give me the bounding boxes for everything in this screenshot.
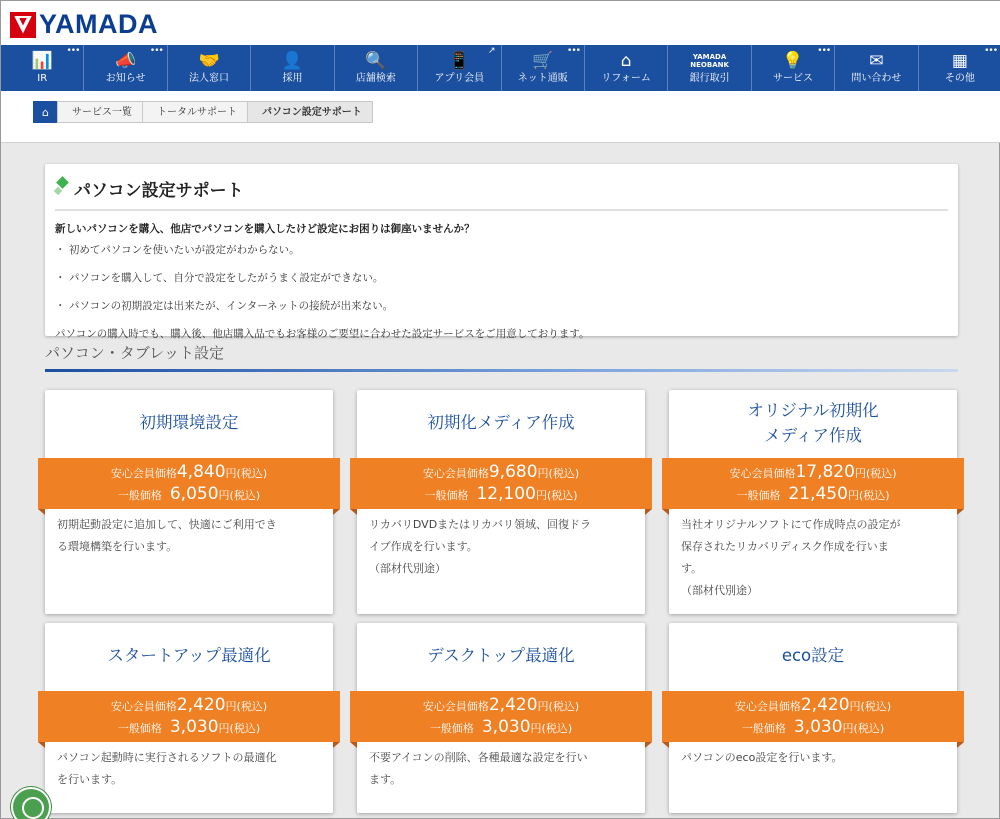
service-card-description-line: す。 xyxy=(681,562,703,575)
nav-item-label: 店舗検索 xyxy=(355,73,396,84)
site-header xyxy=(1,1,1000,45)
general-price-label: 一般価格 xyxy=(741,722,786,735)
grid-icon: ▦ xyxy=(951,51,968,71)
member-price-row xyxy=(662,462,964,484)
price-ribbon xyxy=(350,691,652,742)
service-card-description xyxy=(369,747,635,791)
nav-item-label: リフォーム xyxy=(601,73,651,84)
breadcrumb-item-services[interactable]: サービス一覧 xyxy=(57,101,143,123)
member-price-label: 安心会員価格 xyxy=(110,467,177,480)
member-price-label: 安心会員価格 xyxy=(110,700,177,713)
service-card-title-line: オリジナル初期化 xyxy=(747,401,879,420)
breadcrumb-home[interactable] xyxy=(33,101,58,123)
intro-closing: パソコンの購入時でも、購入後、他店購入品でもお客様のご要望に合わせた設定サービスをご用意しております。 xyxy=(55,328,590,340)
price-ribbon xyxy=(38,691,340,742)
member-price-label: 安心会員価格 xyxy=(729,467,796,480)
nav-item-1[interactable] xyxy=(84,45,167,91)
yen-unit: 円 xyxy=(218,722,230,735)
neobank-line1: YAMADA xyxy=(692,53,727,61)
member-price-row xyxy=(350,462,652,484)
nav-item-11[interactable] xyxy=(919,45,1000,91)
house-icon: ⌂ xyxy=(620,51,632,71)
handshake-icon: 🤝 xyxy=(198,51,220,71)
more-dots-icon: ••• xyxy=(984,46,998,56)
breadcrumb xyxy=(33,101,372,123)
service-card-title-line: eco設定 xyxy=(781,646,845,665)
tax-included-label: (税込) xyxy=(236,700,268,713)
nav-item-label: 採用 xyxy=(282,73,303,84)
tax-included-label: (税込) xyxy=(548,467,580,480)
support-badge-icon[interactable] xyxy=(11,787,51,819)
yen-unit: 円 xyxy=(218,489,230,502)
yen-unit: 円 xyxy=(847,489,859,502)
service-card-title xyxy=(357,390,645,435)
yen-unit: 円 xyxy=(530,722,542,735)
general-price-row xyxy=(38,717,340,739)
general-price-value: 3,030 xyxy=(169,717,219,737)
nav-item-label: 問い合わせ xyxy=(851,73,902,84)
general-price-row xyxy=(662,717,964,739)
service-card-title-line: スタートアップ最適化 xyxy=(107,646,271,665)
intro-lead: 新しいパソコンを購入、他店でパソコンを購入したけど設定にお困りは御座いませんか？ xyxy=(55,223,475,235)
nav-item-5[interactable] xyxy=(418,45,501,91)
yen-unit: 円 xyxy=(537,700,549,713)
nav-item-label: その他 xyxy=(944,73,975,84)
service-card-description xyxy=(57,514,323,558)
mail-icon: ✉ xyxy=(869,51,884,71)
service-card[interactable] xyxy=(357,623,645,813)
tax-included-label: (税込) xyxy=(229,722,261,735)
yen-unit: 円 xyxy=(842,722,854,735)
store-search-icon: 🔍 xyxy=(365,51,387,71)
diamond-bullet-icon xyxy=(55,178,71,200)
chart-icon: 📊 xyxy=(31,51,53,71)
yamada-logo[interactable] xyxy=(10,9,158,40)
service-card[interactable] xyxy=(669,623,957,813)
service-card-title xyxy=(357,623,645,668)
member-price-label: 安心会員価格 xyxy=(422,700,489,713)
section-divider xyxy=(45,369,958,372)
service-card-title xyxy=(669,623,957,668)
yen-unit: 円 xyxy=(225,700,237,713)
yamada-logo-icon xyxy=(10,12,36,38)
member-price-value: 2,420 xyxy=(488,695,538,715)
breadcrumb-item-total-support[interactable]: トータルサポート xyxy=(142,101,248,123)
service-card-description-line: を行います。 xyxy=(57,773,123,786)
intro-bullet: ・ パソコンを購入して、自分で設定をしたがうまく設定ができない。 xyxy=(55,272,384,284)
general-price-label: 一般価格 xyxy=(117,489,162,502)
service-card-description-line: る環境構築を行います。 xyxy=(57,540,178,553)
nav-item-3[interactable] xyxy=(251,45,334,91)
general-price-value: 3,030 xyxy=(793,717,843,737)
service-card-description-line: パソコン起動時に実行されるソフトの最適化 xyxy=(57,751,277,764)
intro-bullet: ・ 初めてパソコンを使いたいが設定がわからない。 xyxy=(55,244,300,256)
nav-item-7[interactable] xyxy=(585,45,668,91)
member-price-row xyxy=(38,695,340,717)
megaphone-icon: 📣 xyxy=(115,51,137,71)
general-price-label: 一般価格 xyxy=(424,489,469,502)
yen-unit: 円 xyxy=(849,700,861,713)
service-card-title-line: メディア作成 xyxy=(764,426,862,445)
cart-icon: 🛒 xyxy=(532,51,554,71)
nav-item-label: 法人窓口 xyxy=(189,73,230,84)
general-price-label: 一般価格 xyxy=(736,489,781,502)
intro-title-row xyxy=(55,176,948,211)
breadcrumb-bar xyxy=(1,91,1000,143)
tax-included-label: (税込) xyxy=(858,489,890,502)
nav-item-label: ネット通販 xyxy=(517,73,568,84)
general-price-value: 12,100 xyxy=(476,484,536,504)
service-card-title xyxy=(45,390,333,435)
tax-included-label: (税込) xyxy=(860,700,892,713)
general-price-label: 一般価格 xyxy=(429,722,474,735)
member-price-label: 安心会員価格 xyxy=(422,467,489,480)
service-card-title xyxy=(45,623,333,668)
service-card-title xyxy=(669,390,957,448)
service-card[interactable] xyxy=(45,390,333,614)
general-price-row xyxy=(350,717,652,739)
external-link-icon: ↗ xyxy=(487,46,496,56)
member-price-value: 2,420 xyxy=(800,695,850,715)
nav-item-label: IR xyxy=(37,73,48,84)
yen-unit: 円 xyxy=(537,467,549,480)
nav-item-label: お知らせ xyxy=(105,73,146,84)
service-card-title-line: 初期化メディア作成 xyxy=(427,413,575,432)
service-card-description-line: 初期起動設定に追加して、快適にご利用でき xyxy=(57,518,277,531)
tax-included-label: (税込) xyxy=(548,700,580,713)
price-ribbon xyxy=(38,458,340,509)
tax-included-label: (税込) xyxy=(546,489,578,502)
intro-bullet: ・ パソコンの初期設定は出来たが、インターネットの接続が出来ない。 xyxy=(55,300,394,312)
more-dots-icon: ••• xyxy=(817,46,831,56)
general-price-row xyxy=(350,484,652,506)
service-card-title-line: デスクトップ最適化 xyxy=(427,646,575,665)
page-title: パソコン設定サポート xyxy=(74,181,244,201)
service-card-description-line: ます。 xyxy=(369,773,402,786)
service-card-description xyxy=(681,747,947,769)
yen-unit: 円 xyxy=(535,489,547,502)
section-title: パソコン・タブレット設定 xyxy=(45,344,224,362)
service-card-description-line: イブ作成を行います。 xyxy=(369,540,478,553)
service-card-description xyxy=(369,514,635,580)
service-card-description xyxy=(681,514,947,602)
price-ribbon xyxy=(350,458,652,509)
tax-included-label: (税込) xyxy=(865,467,897,480)
lightbulb-icon: 💡 xyxy=(782,51,804,71)
nav-item-4[interactable] xyxy=(335,45,418,91)
member-price-value: 4,840 xyxy=(176,462,226,482)
home-icon: ⌂ xyxy=(42,106,49,119)
yen-unit: 円 xyxy=(854,467,866,480)
nav-item-label: 銀行取引 xyxy=(689,73,730,84)
nav-item-10[interactable] xyxy=(835,45,918,91)
nav-item-0[interactable] xyxy=(1,45,84,91)
app-icon: 📱 xyxy=(448,51,470,71)
member-price-value: 17,820 xyxy=(795,462,855,482)
member-price-value: 9,680 xyxy=(488,462,538,482)
service-card-description-line: パソコンのeco設定を行います。 xyxy=(681,751,843,764)
general-price-row xyxy=(662,484,964,506)
nav-item-label: サービス xyxy=(773,73,813,84)
service-card[interactable] xyxy=(669,390,957,614)
intro-panel xyxy=(45,164,958,340)
general-price-label: 一般価格 xyxy=(117,722,162,735)
service-card-description-line: 保存されたリカバリディスク作成を行いま xyxy=(681,540,889,553)
service-card[interactable] xyxy=(45,623,333,813)
member-price-label: 安心会員価格 xyxy=(734,700,801,713)
logo-text: YAMADA xyxy=(39,9,159,39)
more-dots-icon: ••• xyxy=(149,46,163,56)
tax-included-label: (税込) xyxy=(541,722,573,735)
general-price-value: 21,450 xyxy=(788,484,848,504)
service-card-description-line: （部材代別途） xyxy=(681,584,758,597)
tax-included-label: (税込) xyxy=(853,722,885,735)
price-ribbon xyxy=(662,458,964,509)
member-price-row xyxy=(350,695,652,717)
general-price-row xyxy=(38,484,340,506)
member-price-row xyxy=(662,695,964,717)
yen-unit: 円 xyxy=(225,467,237,480)
more-dots-icon: ••• xyxy=(567,46,580,56)
person-icon: 👤 xyxy=(281,51,304,71)
member-price-row xyxy=(38,462,340,484)
nav-item-9[interactable] xyxy=(752,45,835,91)
service-card-title-line: 初期環境設定 xyxy=(139,413,239,432)
breadcrumb-item-current: パソコン設定サポート xyxy=(247,101,373,123)
general-price-value: 6,050 xyxy=(169,484,219,504)
general-price-value: 3,030 xyxy=(481,717,531,737)
nav-item-8[interactable] xyxy=(668,45,751,91)
service-card-description xyxy=(57,747,323,791)
tax-included-label: (税込) xyxy=(229,489,261,502)
price-ribbon xyxy=(662,691,964,742)
service-card-description-line: 当社オリジナルソフトにて作成時点の設定が xyxy=(681,518,901,531)
service-card-description-line: 不要アイコンの削除、各種最適な設定を行い xyxy=(369,751,588,764)
member-price-value: 2,420 xyxy=(176,695,226,715)
nav-item-6[interactable] xyxy=(502,45,585,91)
service-card-description-line: リカバリDVDまたはリカバリ領域、回復ドラ xyxy=(369,518,592,531)
neobank-logo-icon xyxy=(690,51,729,73)
neobank-line2: NEOBANK xyxy=(690,61,729,69)
more-dots-icon: ••• xyxy=(66,46,80,56)
tax-included-label: (税込) xyxy=(236,467,268,480)
global-nav xyxy=(1,45,1000,91)
nav-item-2[interactable] xyxy=(168,45,251,91)
service-card-description-line: （部材代別途） xyxy=(369,562,446,575)
nav-item-label: アプリ会員 xyxy=(434,73,485,84)
service-card[interactable] xyxy=(357,390,645,614)
